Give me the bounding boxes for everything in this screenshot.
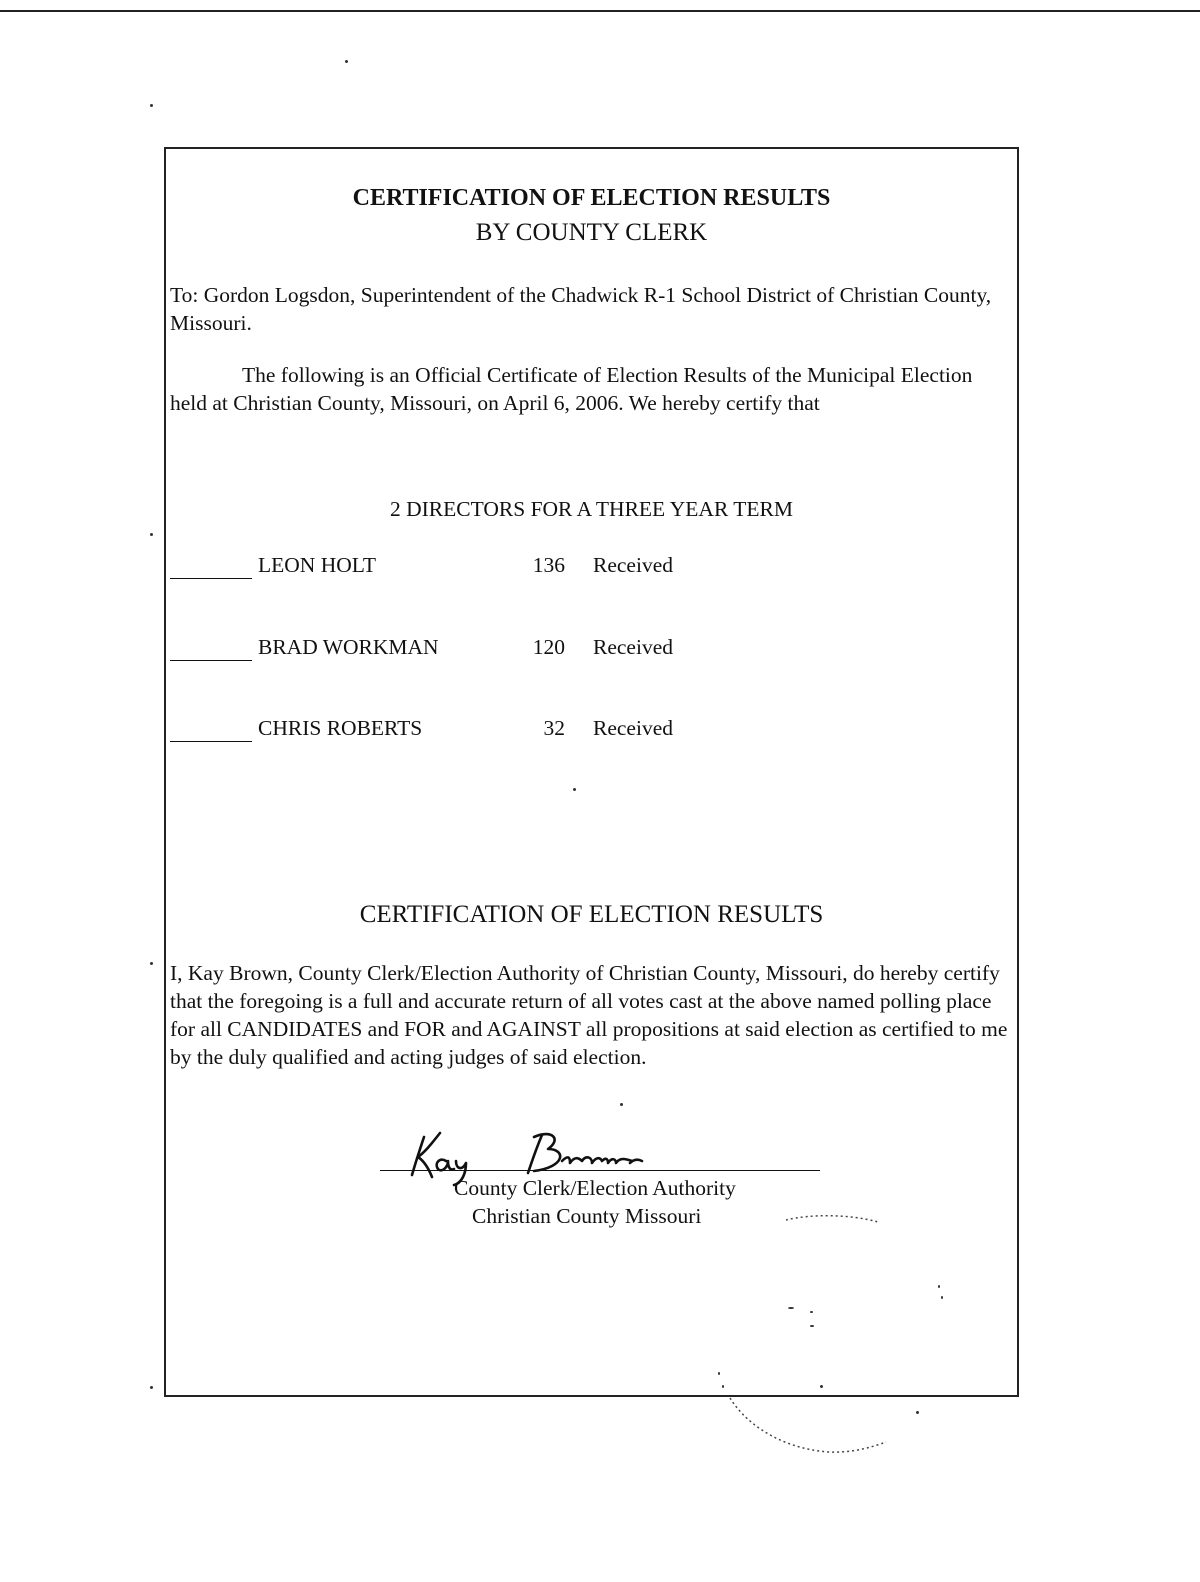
- certification-heading: CERTIFICATION OF ELECTION RESULTS: [359, 901, 824, 928]
- page-top-rule: [0, 10, 1200, 12]
- candidate-name: CHRIS ROBERTS: [258, 716, 423, 740]
- signature-caption-title: County Clerk/Election Authority: [454, 1176, 736, 1200]
- candidate-votes: 120: [532, 635, 565, 659]
- faded-seal-arc: [700, 1200, 960, 1470]
- candidate-status: Received: [593, 716, 673, 740]
- candidate-name: LEON HOLT: [258, 553, 377, 577]
- candidate-status: Received: [593, 635, 673, 659]
- signature-caption-county: Christian County Missouri: [472, 1204, 702, 1228]
- document-title: CERTIFICATION OF ELECTION RESULTS: [352, 185, 831, 211]
- candidate-status: Received: [593, 553, 673, 577]
- candidate-votes: 136: [532, 553, 565, 577]
- certification-paragraph: I, Kay Brown, County Clerk/Election Authority of Christian County, Missouri, do hereby certify that the foregoing is a full and accurate return of all votes cast at the above named polling place for all CANDIDATES and FOR and AGAINST all propositions at said election as certified to me by the duly qualified and acting judges of said election.: [170, 961, 1008, 1069]
- mark-blank-line: [170, 740, 252, 742]
- addressee-paragraph: To: Gordon Logsdon, Superintendent of the Chadwick R-1 School District of Christian County, Missouri.: [170, 283, 992, 335]
- document-subtitle: BY COUNTY CLERK: [475, 219, 708, 246]
- candidate-name: BRAD WORKMAN: [258, 635, 439, 659]
- mark-blank-line: [170, 659, 252, 661]
- mark-blank-line: [170, 577, 252, 579]
- intro-paragraph: The following is an Official Certificate of Election Results of the Municipal Election held at Christian County, Missouri, on April 6, 2006. We hereby certify that: [170, 363, 973, 415]
- candidate-votes: 32: [543, 716, 565, 740]
- signature-line: [380, 1169, 820, 1171]
- race-heading: 2 DIRECTORS FOR A THREE YEAR TERM: [390, 497, 793, 521]
